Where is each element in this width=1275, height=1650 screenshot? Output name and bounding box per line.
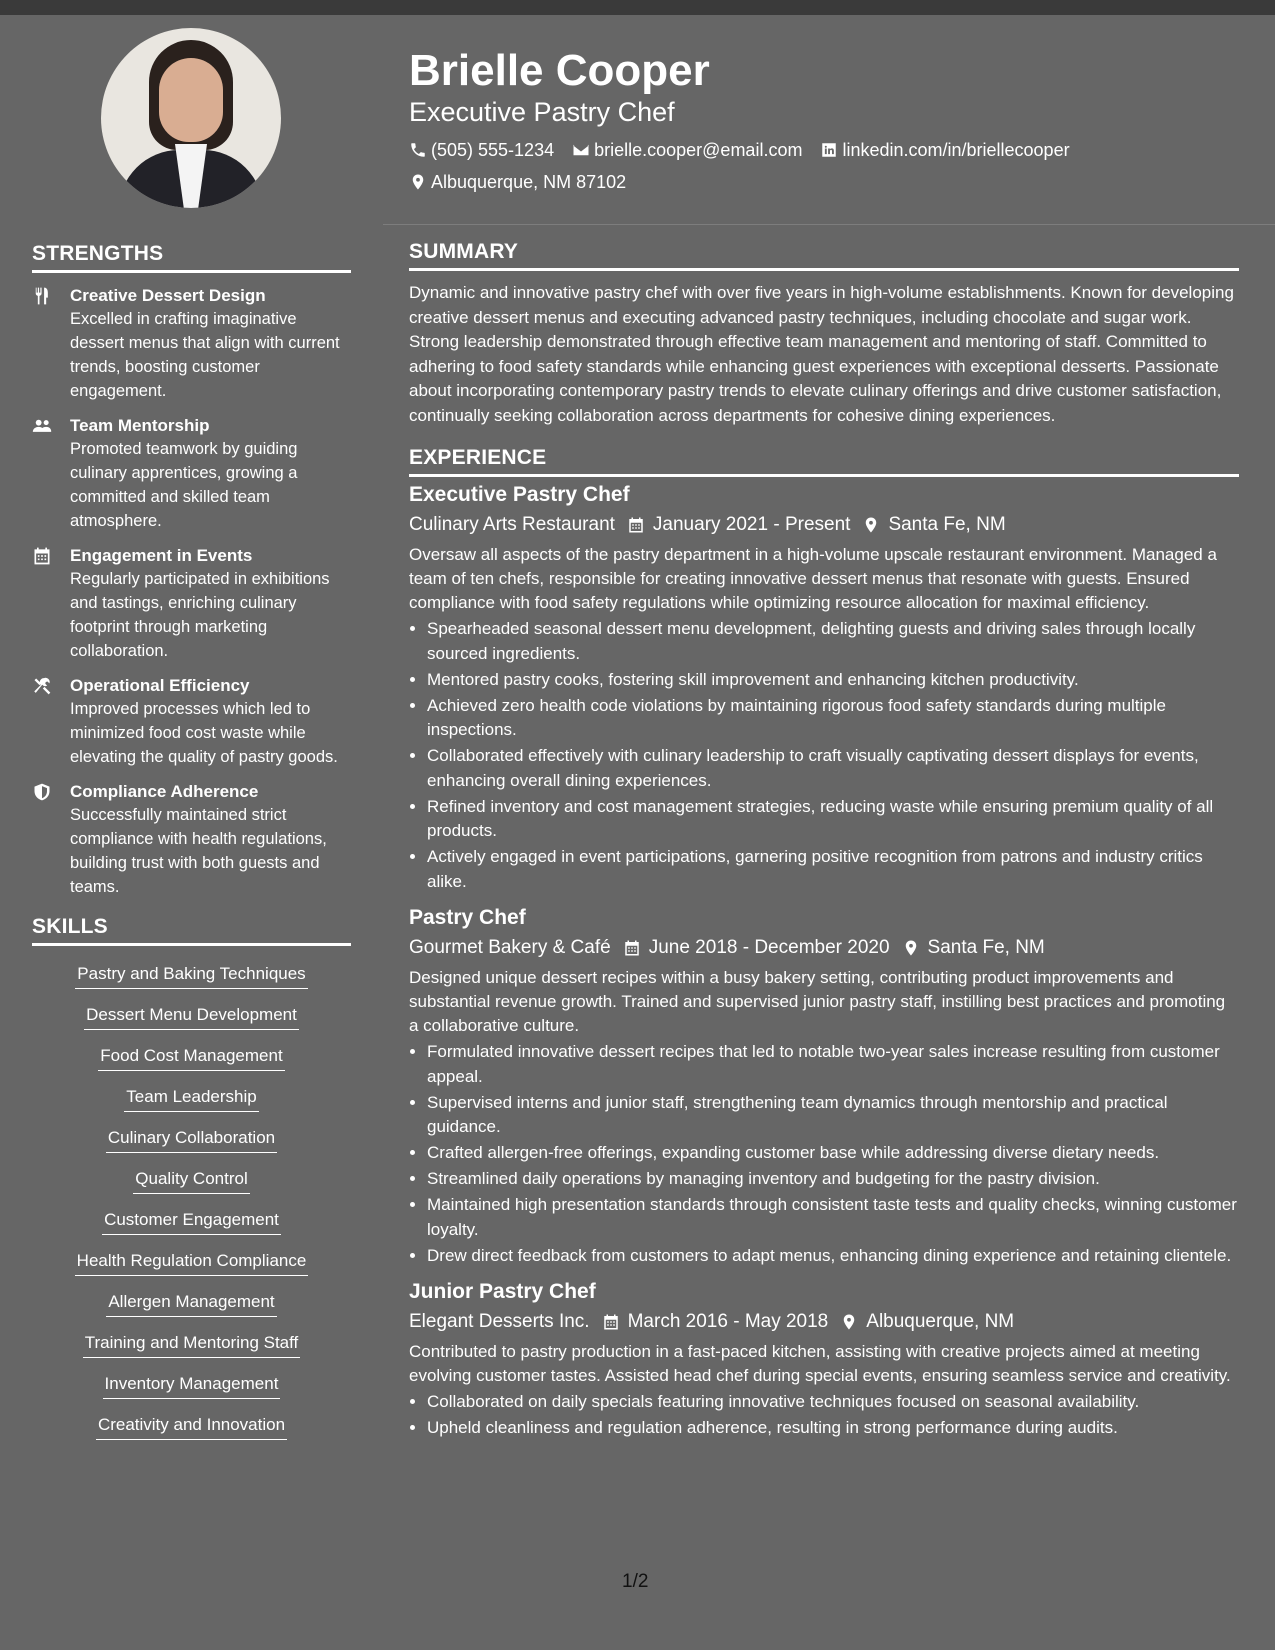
skills-heading: SKILLS (32, 915, 351, 946)
tools-icon (32, 675, 70, 769)
strength-item (32, 781, 351, 899)
location-text: Albuquerque, NM 87102 (431, 172, 627, 192)
job-title: Pastry Chef (409, 906, 526, 929)
job-meta (409, 509, 1239, 541)
job-bullet: • Mentored pastry cooks, fostering skill improvement and enhancing kitchen productivity. (427, 668, 1239, 693)
job-dates: June 2018 - December 2020 (648, 937, 890, 958)
strength-title: Engagement in Events (70, 546, 253, 565)
candidate-title: Executive Pastry Chef (409, 97, 675, 127)
map-pin-icon (840, 1313, 858, 1331)
linkedin-url[interactable]: linkedin.com/in/briellecooper (842, 140, 1070, 160)
strength-item (32, 415, 351, 533)
skill-item: Culinary Collaboration (106, 1127, 277, 1153)
job-bullet: • Collaborated effectively with culinary leadership to craft visually captivating dessert displays for events, enhancing overall dining experiences. (427, 744, 1239, 793)
phone-icon (409, 141, 427, 159)
right-column (409, 46, 1239, 1451)
job-bullet: • Drew direct feedback from customers to adapt menus, enhancing dining experience and retaining clientele. (427, 1244, 1239, 1269)
linkedin-item (820, 134, 1069, 166)
calendar-icon (623, 939, 641, 957)
job-bullet: • Formulated innovative dessert recipes that led to notable two-year sales increase resulting from customer appeal. (427, 1040, 1239, 1089)
linkedin-icon (820, 141, 838, 159)
top-bar (0, 0, 1275, 15)
email-item (572, 134, 802, 166)
jobs-list (409, 481, 1239, 1441)
job-bullet: • Collaborated on daily specials featuring innovative techniques focused on seasonal availability. (427, 1390, 1239, 1415)
skill-item: Training and Mentoring Staff (83, 1332, 301, 1358)
job-bullet: • Supervised interns and junior staff, strengthening team dynamics through mentorship and practical guidance. (427, 1091, 1239, 1140)
job-entry (409, 1278, 1239, 1441)
skills-list (32, 956, 351, 1448)
job-dates: March 2016 - May 2018 (627, 1311, 829, 1332)
strength-item (32, 545, 351, 663)
skill-item: Inventory Management (103, 1373, 281, 1399)
map-pin-icon (902, 939, 920, 957)
skill-item: Pastry and Baking Techniques (75, 963, 307, 989)
strengths-list (32, 283, 351, 899)
envelope-icon (572, 141, 590, 159)
job-title: Executive Pastry Chef (409, 483, 630, 506)
phone-item (409, 134, 554, 166)
job-company: Gourmet Bakery & Café (409, 937, 611, 958)
strength-item (32, 285, 351, 403)
strength-item (32, 675, 351, 769)
email-address[interactable]: brielle.cooper@email.com (594, 140, 803, 160)
strength-desc: Promoted teamwork by guiding culinary apprentices, growing a committed and skilled team atmosphere. (70, 440, 298, 530)
job-location: Santa Fe, NM (927, 937, 1045, 958)
skill-item: Customer Engagement (102, 1209, 281, 1235)
job-location: Santa Fe, NM (888, 514, 1006, 535)
left-column (32, 28, 351, 1448)
strengths-heading: STRENGTHS (32, 242, 351, 273)
job-bullet: • Refined inventory and cost management strategies, reducing waste while ensuring premium quality of all products. (427, 795, 1239, 844)
job-description: Oversaw all aspects of the pastry department in a high-volume upscale restaurant environment. Managed a team of ten chefs, responsible for creating innovative dessert menus that resonate with guests. Ensured compliance with food safety regulations while optimizing resource allocation for maximal efficiency. (409, 545, 1217, 612)
job-meta (409, 932, 1239, 964)
job-entry (409, 481, 1239, 894)
strength-desc: Successfully maintained strict compliance with health regulations, building trust with both guests and teams. (70, 806, 327, 896)
strength-desc: Improved processes which led to minimized food cost waste while elevating the quality of pastry goods. (70, 700, 338, 766)
skill-item: Quality Control (133, 1168, 249, 1194)
map-pin-icon (862, 516, 880, 534)
job-meta (409, 1306, 1239, 1338)
job-company: Elegant Desserts Inc. (409, 1311, 590, 1332)
job-location: Albuquerque, NM (866, 1311, 1015, 1332)
job-bullet: • Upheld cleanliness and regulation adherence, resulting in strong performance during audits. (427, 1416, 1239, 1441)
job-entry (409, 904, 1239, 1268)
skill-item: Dessert Menu Development (84, 1004, 299, 1030)
skill-item: Food Cost Management (98, 1045, 284, 1071)
job-bullets (409, 1390, 1239, 1441)
skill-item: Creativity and Innovation (96, 1414, 287, 1440)
location-item (409, 166, 626, 198)
job-bullet: • Streamlined daily operations by managing inventory and budgeting for the pastry division. (427, 1167, 1239, 1192)
contact-info (409, 134, 1239, 198)
job-bullet: • Achieved zero health code violations by maintaining rigorous food safety standards during multiple inspections. (427, 694, 1239, 743)
strength-title: Creative Dessert Design (70, 286, 266, 305)
summary-heading: SUMMARY (409, 240, 1239, 271)
job-bullet: • Maintained high presentation standards through consistent taste tests and quality checks, winning customer loyalty. (427, 1193, 1239, 1242)
skill-item: Allergen Management (106, 1291, 276, 1317)
strength-title: Operational Efficiency (70, 676, 250, 695)
summary-text: Dynamic and innovative pastry chef with over five years in high-volume establishments. Known for developing creative dessert menus and executing advanced pastry techniques, including chocolate and sugar work. Strong leadership demonstrated through effective team management and mentoring of staff. Committed to adhering to food safety standards while enhancing guest experiences with exceptional desserts. Passionate about incorporating contemporary pastry trends to elevate culinary offerings and drive customer satisfaction, continually seeking collaboration across departments for cohesive dining experiences. (409, 283, 1234, 425)
utensils-icon (32, 285, 70, 403)
strength-desc: Regularly participated in exhibitions and tastings, enriching culinary footprint through marketing collaboration. (70, 570, 330, 660)
job-title: Junior Pastry Chef (409, 1280, 596, 1303)
shield-icon (32, 781, 70, 899)
skill-item: Health Regulation Compliance (75, 1250, 309, 1276)
job-bullet: • Actively engaged in event participations, garnering positive recognition from patrons and industry critics alike. (427, 845, 1239, 894)
profile-photo (101, 28, 281, 208)
job-bullet: • Spearheaded seasonal dessert menu development, delighting guests and driving sales through locally sourced ingredients. (427, 617, 1239, 666)
candidate-name: Brielle Cooper (409, 46, 710, 95)
map-pin-icon (409, 173, 427, 191)
strength-title: Team Mentorship (70, 416, 210, 435)
job-description: Designed unique dessert recipes within a busy bakery setting, contributing product improvements and substantial revenue growth. Trained and supervised junior pastry staff, instilling best practices and promoting a collaborative culture. (409, 968, 1226, 1035)
phone-number: (505) 555-1234 (431, 140, 555, 160)
strength-title: Compliance Adherence (70, 782, 259, 801)
job-description: Contributed to pastry production in a fast-paced kitchen, assisting with creative projects aimed at meeting evolving customer tastes. Assisted head chef during special events, ensuring seamless service and creativity. (409, 1342, 1231, 1385)
page-number: 1/2 (622, 1571, 649, 1592)
calendar-icon (627, 516, 645, 534)
job-bullets (409, 617, 1239, 894)
job-bullet: • Crafted allergen-free offerings, expanding customer base while addressing diverse dietary needs. (427, 1141, 1239, 1166)
job-bullets (409, 1040, 1239, 1268)
strength-desc: Excelled in crafting imaginative dessert menus that align with current trends, boosting customer engagement. (70, 310, 340, 400)
users-icon (32, 415, 70, 533)
experience-heading: EXPERIENCE (409, 446, 1239, 477)
skill-item: Team Leadership (124, 1086, 258, 1112)
job-dates: January 2021 - Present (652, 514, 851, 535)
job-company: Culinary Arts Restaurant (409, 514, 615, 535)
calendar-icon (32, 545, 70, 663)
calendar-icon (602, 1313, 620, 1331)
